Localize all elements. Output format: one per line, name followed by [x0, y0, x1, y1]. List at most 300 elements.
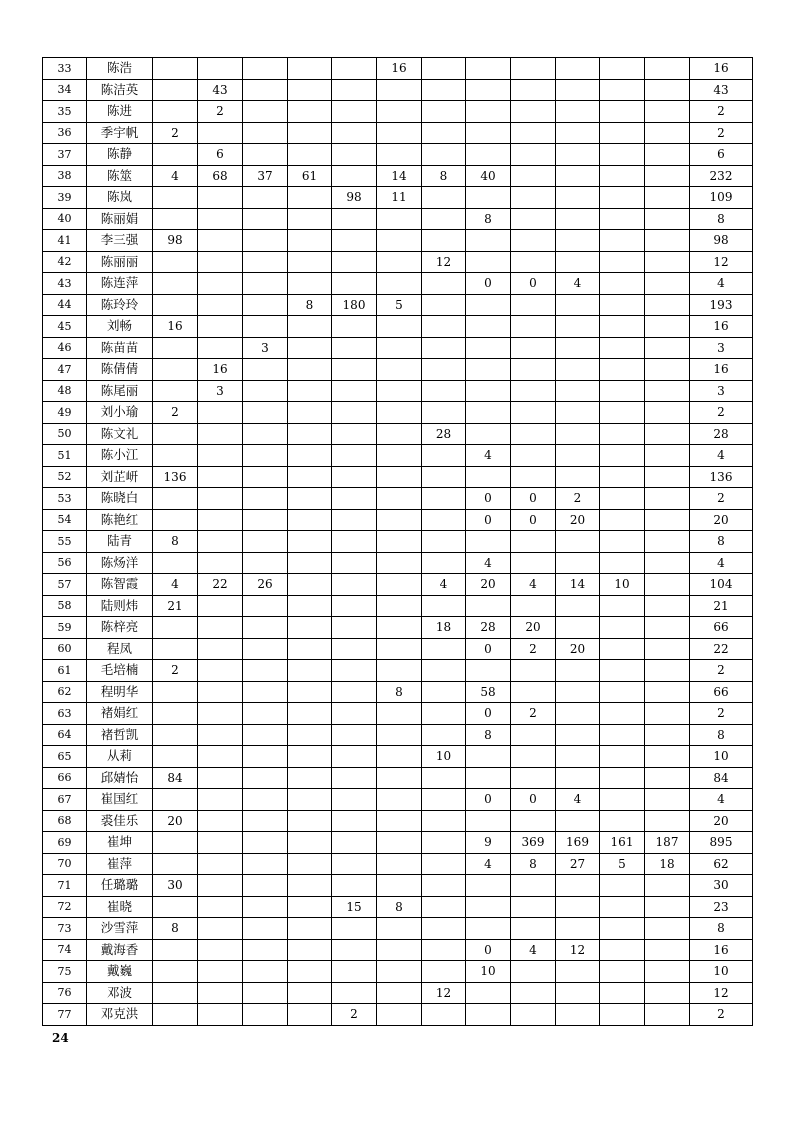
score-cell — [288, 574, 332, 596]
row-number-cell: 64 — [43, 724, 87, 746]
score-cell — [600, 273, 645, 295]
score-cell — [645, 767, 690, 789]
score-cell — [466, 875, 511, 897]
score-cell — [511, 445, 556, 467]
score-cell — [645, 79, 690, 101]
score-cell — [198, 681, 243, 703]
score-cell — [243, 918, 288, 940]
score-cell: 0 — [511, 789, 556, 811]
row-number-cell: 53 — [43, 488, 87, 510]
score-cell — [511, 380, 556, 402]
score-cell — [153, 724, 198, 746]
score-cell: 4 — [511, 939, 556, 961]
score-cell — [377, 853, 422, 875]
score-cell — [556, 703, 600, 725]
score-cell — [243, 273, 288, 295]
score-cell — [198, 789, 243, 811]
score-cell — [645, 552, 690, 574]
name-cell: 陈文礼 — [87, 423, 153, 445]
row-number-cell: 35 — [43, 101, 87, 123]
total-cell: 28 — [690, 423, 753, 445]
score-cell — [600, 703, 645, 725]
name-cell: 陈玲玲 — [87, 294, 153, 316]
score-cell — [511, 423, 556, 445]
score-cell — [422, 380, 466, 402]
score-cell: 43 — [198, 79, 243, 101]
score-cell — [422, 552, 466, 574]
total-cell: 20 — [690, 509, 753, 531]
total-cell: 193 — [690, 294, 753, 316]
score-cell: 12 — [422, 251, 466, 273]
score-cell — [153, 380, 198, 402]
score-cell — [645, 122, 690, 144]
score-cell — [422, 961, 466, 983]
score-cell — [288, 832, 332, 854]
score-cell: 28 — [422, 423, 466, 445]
row-number-cell: 44 — [43, 294, 87, 316]
score-cell: 4 — [556, 273, 600, 295]
score-cell — [332, 918, 377, 940]
table-row — [43, 466, 753, 488]
score-cell — [511, 101, 556, 123]
score-cell: 20 — [511, 617, 556, 639]
score-cell — [377, 724, 422, 746]
score-cell — [288, 746, 332, 768]
score-cell: 27 — [556, 853, 600, 875]
score-cell — [600, 1004, 645, 1026]
name-cell: 崔萍 — [87, 853, 153, 875]
total-cell: 2 — [690, 101, 753, 123]
total-cell: 895 — [690, 832, 753, 854]
name-cell: 刘芷岍 — [87, 466, 153, 488]
score-cell — [556, 681, 600, 703]
row-number-cell: 49 — [43, 402, 87, 424]
score-cell — [288, 939, 332, 961]
score-cell — [422, 789, 466, 811]
row-number-cell: 45 — [43, 316, 87, 338]
score-cell — [511, 294, 556, 316]
score-cell — [332, 617, 377, 639]
score-cell — [332, 58, 377, 80]
score-cell — [556, 982, 600, 1004]
score-cell — [377, 638, 422, 660]
score-cell — [243, 875, 288, 897]
score-cell: 2 — [153, 660, 198, 682]
score-cell — [422, 509, 466, 531]
score-cell — [332, 746, 377, 768]
score-cell — [422, 402, 466, 424]
row-number-cell: 37 — [43, 144, 87, 166]
score-cell — [600, 509, 645, 531]
score-cell — [198, 423, 243, 445]
score-cell — [153, 294, 198, 316]
score-cell — [198, 337, 243, 359]
name-cell: 陈炀洋 — [87, 552, 153, 574]
score-cell — [600, 122, 645, 144]
score-cell — [600, 961, 645, 983]
score-cell — [645, 187, 690, 209]
score-cell — [600, 402, 645, 424]
table-row — [43, 58, 753, 80]
name-cell: 邱婧怡 — [87, 767, 153, 789]
score-cell — [377, 789, 422, 811]
score-cell — [377, 208, 422, 230]
score-cell — [243, 251, 288, 273]
score-cell — [153, 488, 198, 510]
score-cell: 68 — [198, 165, 243, 187]
name-cell: 陈浩 — [87, 58, 153, 80]
table-row — [43, 380, 753, 402]
score-cell: 16 — [153, 316, 198, 338]
name-cell: 邓克洪 — [87, 1004, 153, 1026]
score-cell: 2 — [153, 402, 198, 424]
score-cell — [645, 466, 690, 488]
score-cell: 98 — [332, 187, 377, 209]
score-cell — [556, 746, 600, 768]
row-number-cell: 56 — [43, 552, 87, 574]
score-cell: 8 — [153, 918, 198, 940]
row-number-cell: 54 — [43, 509, 87, 531]
score-cell — [422, 187, 466, 209]
score-cell: 2 — [556, 488, 600, 510]
score-cell — [645, 58, 690, 80]
row-number-cell: 58 — [43, 595, 87, 617]
score-cell — [645, 982, 690, 1004]
score-cell — [243, 230, 288, 252]
row-number-cell: 51 — [43, 445, 87, 467]
score-cell — [422, 466, 466, 488]
table-row — [43, 337, 753, 359]
score-cell — [243, 380, 288, 402]
score-cell — [288, 58, 332, 80]
score-cell — [466, 359, 511, 381]
score-cell — [422, 660, 466, 682]
name-cell: 陈筮 — [87, 165, 153, 187]
score-cell — [288, 380, 332, 402]
score-cell: 37 — [243, 165, 288, 187]
score-cell — [645, 359, 690, 381]
score-cell — [288, 122, 332, 144]
score-cell: 0 — [466, 638, 511, 660]
score-cell — [645, 939, 690, 961]
score-cell — [600, 445, 645, 467]
table-row — [43, 746, 753, 768]
score-cell — [645, 574, 690, 596]
score-cell — [556, 595, 600, 617]
score-cell — [198, 939, 243, 961]
score-cell — [645, 165, 690, 187]
score-cell — [422, 638, 466, 660]
total-cell: 66 — [690, 617, 753, 639]
score-cell — [153, 359, 198, 381]
row-number-cell: 50 — [43, 423, 87, 445]
score-cell — [556, 896, 600, 918]
row-number-cell: 55 — [43, 531, 87, 553]
score-cell — [332, 466, 377, 488]
score-cell — [556, 552, 600, 574]
score-cell — [198, 552, 243, 574]
score-cell — [288, 509, 332, 531]
score-cell — [600, 552, 645, 574]
score-cell — [288, 638, 332, 660]
name-cell: 陈梓亮 — [87, 617, 153, 639]
total-cell: 30 — [690, 875, 753, 897]
score-cell: 84 — [153, 767, 198, 789]
score-cell — [198, 122, 243, 144]
score-cell — [422, 208, 466, 230]
score-cell — [422, 79, 466, 101]
score-cell — [511, 810, 556, 832]
score-cell — [645, 208, 690, 230]
table-row — [43, 660, 753, 682]
score-cell — [198, 853, 243, 875]
score-cell — [332, 961, 377, 983]
score-cell — [288, 595, 332, 617]
score-cell: 20 — [556, 509, 600, 531]
score-cell — [377, 552, 422, 574]
score-cell: 98 — [153, 230, 198, 252]
score-cell — [198, 58, 243, 80]
score-cell — [645, 789, 690, 811]
row-number-cell: 48 — [43, 380, 87, 402]
score-cell — [332, 724, 377, 746]
score-cell — [422, 337, 466, 359]
total-cell: 62 — [690, 853, 753, 875]
table-body — [43, 58, 753, 1026]
score-cell — [556, 445, 600, 467]
score-cell — [511, 918, 556, 940]
score-cell — [332, 660, 377, 682]
score-cell — [422, 1004, 466, 1026]
score-cell — [288, 552, 332, 574]
score-cell — [153, 273, 198, 295]
score-cell: 20 — [466, 574, 511, 596]
score-cell: 58 — [466, 681, 511, 703]
row-number-cell: 33 — [43, 58, 87, 80]
score-cell: 40 — [466, 165, 511, 187]
score-cell — [288, 982, 332, 1004]
score-cell — [377, 230, 422, 252]
table-row — [43, 144, 753, 166]
score-table — [42, 57, 753, 1026]
name-cell: 戴巍 — [87, 961, 153, 983]
name-cell: 陈晓白 — [87, 488, 153, 510]
score-cell — [243, 660, 288, 682]
score-cell — [377, 531, 422, 553]
name-cell: 陈苗苗 — [87, 337, 153, 359]
score-cell — [288, 896, 332, 918]
score-cell — [466, 767, 511, 789]
score-cell — [600, 251, 645, 273]
score-cell: 22 — [198, 574, 243, 596]
score-cell — [243, 746, 288, 768]
table-row — [43, 875, 753, 897]
score-cell — [377, 918, 422, 940]
score-cell — [600, 165, 645, 187]
row-number-cell: 72 — [43, 896, 87, 918]
score-cell — [153, 423, 198, 445]
total-cell: 16 — [690, 359, 753, 381]
table-row — [43, 423, 753, 445]
score-cell — [332, 681, 377, 703]
score-cell — [243, 466, 288, 488]
score-cell — [511, 531, 556, 553]
score-cell — [600, 337, 645, 359]
total-cell: 12 — [690, 251, 753, 273]
total-cell: 104 — [690, 574, 753, 596]
score-cell — [153, 208, 198, 230]
total-cell: 10 — [690, 961, 753, 983]
score-cell — [511, 875, 556, 897]
score-cell — [243, 359, 288, 381]
score-cell: 0 — [466, 509, 511, 531]
score-cell — [243, 1004, 288, 1026]
score-cell: 136 — [153, 466, 198, 488]
score-cell — [377, 939, 422, 961]
row-number-cell: 65 — [43, 746, 87, 768]
table-row — [43, 316, 753, 338]
score-cell: 12 — [556, 939, 600, 961]
score-cell: 15 — [332, 896, 377, 918]
score-cell — [511, 402, 556, 424]
score-cell — [511, 746, 556, 768]
total-cell: 66 — [690, 681, 753, 703]
score-cell — [556, 1004, 600, 1026]
name-cell: 沙雪萍 — [87, 918, 153, 940]
score-cell — [332, 380, 377, 402]
score-cell — [243, 681, 288, 703]
score-cell — [466, 79, 511, 101]
score-cell: 9 — [466, 832, 511, 854]
score-cell — [377, 832, 422, 854]
score-cell — [198, 638, 243, 660]
total-cell: 8 — [690, 208, 753, 230]
score-cell — [600, 488, 645, 510]
score-cell — [645, 896, 690, 918]
score-cell — [600, 681, 645, 703]
score-cell — [288, 767, 332, 789]
score-cell — [556, 423, 600, 445]
score-cell — [153, 896, 198, 918]
name-cell: 陈艳红 — [87, 509, 153, 531]
score-cell — [645, 488, 690, 510]
score-cell — [243, 79, 288, 101]
table-row — [43, 810, 753, 832]
score-cell — [153, 58, 198, 80]
score-cell — [288, 273, 332, 295]
score-cell: 16 — [198, 359, 243, 381]
total-cell: 98 — [690, 230, 753, 252]
table-row — [43, 101, 753, 123]
score-cell — [466, 982, 511, 1004]
row-number-cell: 43 — [43, 273, 87, 295]
score-cell: 8 — [153, 531, 198, 553]
score-cell: 4 — [422, 574, 466, 596]
row-number-cell: 38 — [43, 165, 87, 187]
score-cell — [377, 660, 422, 682]
score-cell — [198, 832, 243, 854]
score-cell: 4 — [466, 445, 511, 467]
score-cell: 5 — [600, 853, 645, 875]
name-cell: 陈尾丽 — [87, 380, 153, 402]
score-cell: 20 — [153, 810, 198, 832]
score-cell — [332, 273, 377, 295]
total-cell: 3 — [690, 337, 753, 359]
score-cell — [645, 918, 690, 940]
score-cell: 0 — [466, 703, 511, 725]
row-number-cell: 61 — [43, 660, 87, 682]
score-cell — [332, 488, 377, 510]
total-cell: 2 — [690, 402, 753, 424]
score-cell — [645, 144, 690, 166]
score-cell — [377, 316, 422, 338]
total-cell: 109 — [690, 187, 753, 209]
score-cell — [288, 660, 332, 682]
score-cell — [556, 144, 600, 166]
row-number-cell: 36 — [43, 122, 87, 144]
score-cell — [600, 58, 645, 80]
score-cell — [288, 337, 332, 359]
total-cell: 2 — [690, 703, 753, 725]
table-row — [43, 122, 753, 144]
score-cell — [153, 509, 198, 531]
score-cell — [600, 230, 645, 252]
score-cell — [332, 337, 377, 359]
score-cell — [198, 660, 243, 682]
score-cell — [153, 187, 198, 209]
score-cell — [645, 617, 690, 639]
score-cell — [288, 961, 332, 983]
score-cell — [600, 531, 645, 553]
score-cell — [511, 337, 556, 359]
score-cell — [466, 251, 511, 273]
score-cell — [511, 552, 556, 574]
score-cell: 369 — [511, 832, 556, 854]
score-cell — [511, 79, 556, 101]
score-cell — [600, 982, 645, 1004]
score-cell — [511, 251, 556, 273]
row-number-cell: 59 — [43, 617, 87, 639]
score-cell — [332, 552, 377, 574]
row-number-cell: 60 — [43, 638, 87, 660]
score-cell — [422, 488, 466, 510]
score-cell — [198, 531, 243, 553]
score-cell — [600, 423, 645, 445]
score-cell — [198, 230, 243, 252]
score-cell — [600, 316, 645, 338]
score-cell — [466, 316, 511, 338]
name-cell: 毛培楠 — [87, 660, 153, 682]
score-cell — [466, 294, 511, 316]
score-cell — [243, 939, 288, 961]
score-cell — [645, 961, 690, 983]
score-cell — [511, 767, 556, 789]
score-cell — [377, 1004, 422, 1026]
name-cell: 陆青 — [87, 531, 153, 553]
score-cell — [645, 380, 690, 402]
name-cell: 程凤 — [87, 638, 153, 660]
score-cell — [198, 918, 243, 940]
score-cell — [243, 617, 288, 639]
name-cell: 陈智霞 — [87, 574, 153, 596]
row-number-cell: 71 — [43, 875, 87, 897]
table-row — [43, 724, 753, 746]
score-cell — [377, 144, 422, 166]
total-cell: 8 — [690, 724, 753, 746]
score-cell — [556, 165, 600, 187]
score-cell — [153, 1004, 198, 1026]
score-cell — [600, 79, 645, 101]
